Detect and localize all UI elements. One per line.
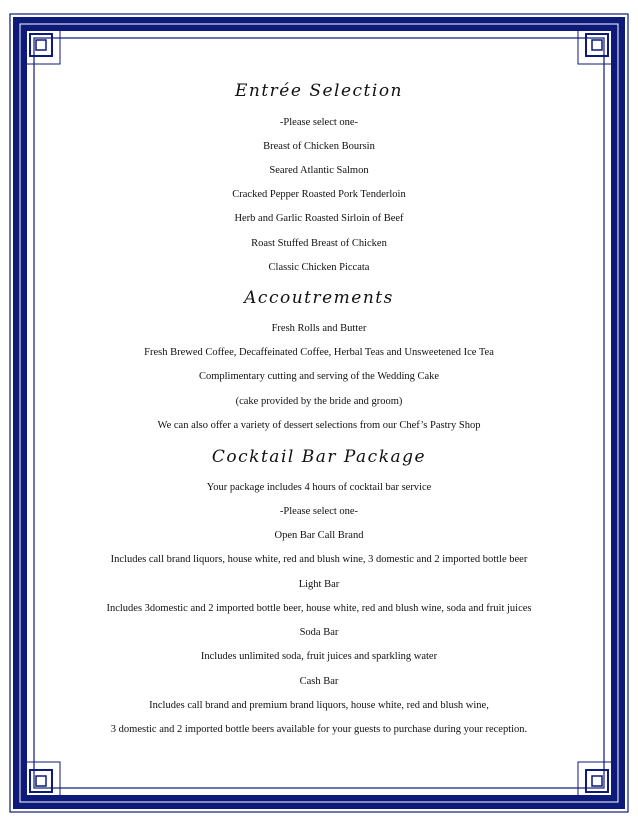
bar-option-title: Open Bar Call Brand	[274, 530, 364, 541]
cocktail-note: -Please select one-	[279, 506, 359, 517]
bar-option-title: Cash Bar	[299, 676, 339, 687]
bar-option-description: Includes call brand and premium brand liquors, house white, red and blush wine,	[149, 700, 489, 711]
cocktail-section-title: Cocktail Bar Package	[211, 447, 427, 467]
entree-item: Seared Atlantic Salmon	[269, 165, 369, 176]
accoutrement-item: (cake provided by the bride and groom)	[235, 396, 403, 407]
entree-item: Roast Stuffed Breast of Chicken	[251, 238, 387, 249]
bar-option-description: Includes unlimited soda, fruit juices and sparkling water	[200, 651, 438, 662]
accoutrement-item: Fresh Brewed Coffee, Decaffeinated Coffee, Herbal Teas and Unsweetened Ice Tea	[144, 347, 494, 358]
accoutrements-section-title: Accoutrements	[244, 288, 394, 308]
accoutrement-item: Fresh Rolls and Butter	[271, 323, 367, 334]
bar-option-title: Light Bar	[298, 579, 340, 590]
entree-item: Classic Chicken Piccata	[268, 262, 370, 273]
entree-section-title: Entrée Selection	[234, 81, 404, 101]
entree-item: Cracked Pepper Roasted Pork Tenderloin	[232, 189, 406, 200]
accoutrement-item: Complimentary cutting and serving of the Wedding Cake	[198, 371, 440, 382]
bar-option-description: Includes call brand liquors, house white, red and blush wine, 3 domestic and 2 imported bottle beer	[110, 554, 528, 565]
entree-item: Breast of Chicken Boursin	[263, 141, 375, 152]
bar-option-title: Soda Bar	[299, 627, 339, 638]
entree-note: -Please select one-	[279, 117, 359, 128]
entree-item: Herb and Garlic Roasted Sirloin of Beef	[234, 213, 404, 224]
bar-option-description: 3 domestic and 2 imported bottle beers available for your guests to purchase during your reception.	[110, 724, 528, 735]
accoutrement-item: We can also offer a variety of dessert selections from our Chef’s Pastry Shop	[157, 420, 481, 431]
bar-option-description: Includes 3domestic and 2 imported bottle beer, house white, red and blush wine, soda and fruit juices	[106, 603, 532, 614]
cocktail-intro: Your package includes 4 hours of cocktail bar service	[206, 482, 432, 493]
